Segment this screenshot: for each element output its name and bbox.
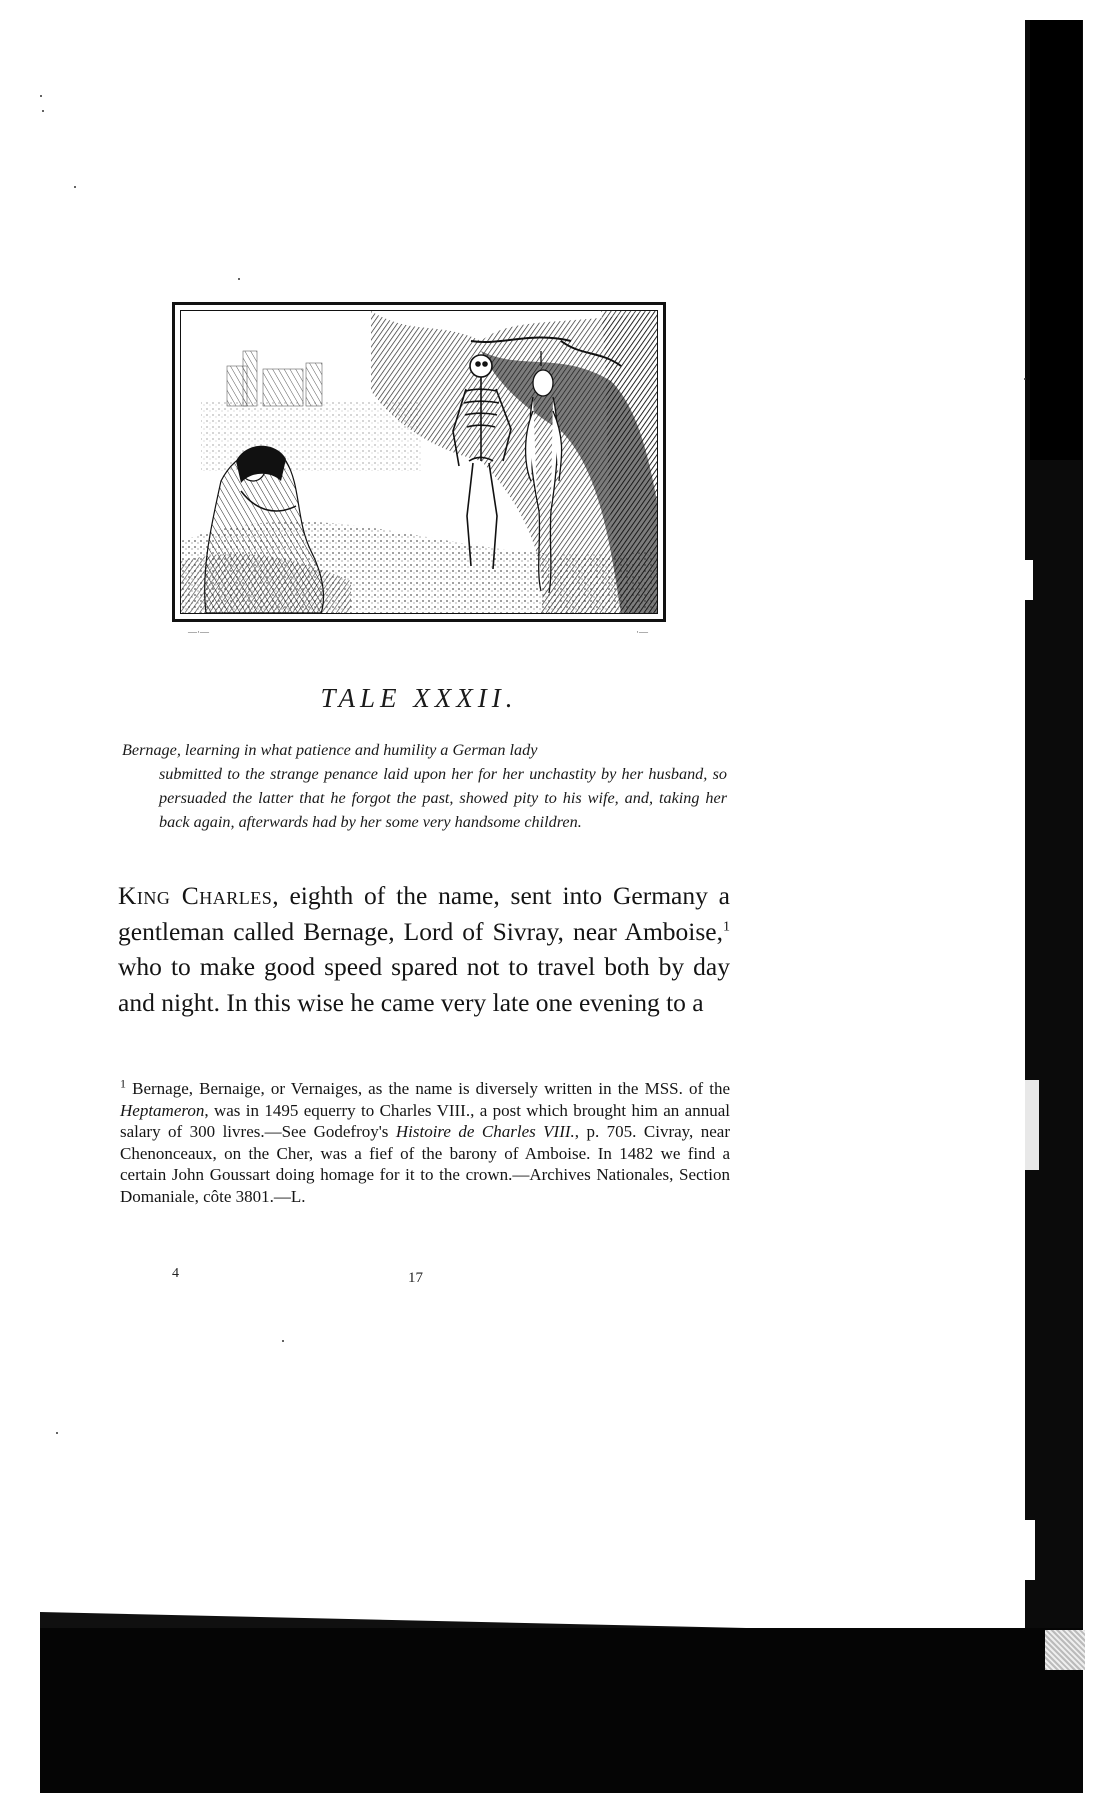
footnote-reference: 1	[723, 919, 730, 934]
footnote-text-2: , was in 1495 equerry to Charles VIII., a post which brought him an annual salary of 300 livres.—See Godefroy's	[120, 1100, 730, 1142]
body-text-after-note: who to make good speed spared not to travel both by day and night. In this wise he came very late one evening to a	[118, 952, 730, 1017]
summary-continuation: submitted to the strange penance laid upon her for her unchastity by her husband, so persuaded the latter that he forgot the past, showed pity to his wife, and, taking her back again, afterwards had by her some very handsome children.	[159, 765, 727, 831]
footnote-italic-1: Heptameron	[120, 1100, 205, 1120]
speck	[282, 1340, 284, 1342]
footnote-text-3: , p. 705. Civray, near Chenonceaux, on the Cher, was a fief of the barony of Amboise. In 1482 we find a certain John Goussart doing homage for it to the crown.—Archives Nationales, Section Domaniale, côte 3801.—L.	[120, 1122, 730, 1206]
footnote	[120, 1078, 730, 1208]
body-text-before-note: , eighth of the name, sent into Germany a gentleman called Bernage, Lord of Sivray, near Amboise,	[118, 881, 731, 946]
speck	[74, 186, 76, 188]
footnote-text-1: Bernage, Bernaige, or Vernaiges, as the name is diversely written in the MSS. of the	[132, 1079, 731, 1098]
footnote-marker: 1	[120, 1076, 126, 1091]
signature-mark: 4	[172, 1266, 179, 1281]
illustration-frame	[180, 310, 658, 614]
speck	[1024, 378, 1026, 380]
engraving-skeleton-and-kneeling-lady-icon	[181, 311, 658, 613]
speck	[40, 95, 42, 97]
scan-edge-notch	[1025, 1520, 1035, 1580]
tale-illustration	[172, 302, 666, 622]
body-lead-caps: King Charles	[118, 881, 273, 910]
tale-title: TALE XXXII.	[320, 683, 518, 713]
scan-edge-notch	[1025, 1080, 1039, 1170]
speck	[56, 1432, 58, 1434]
scan-bottom-shadow	[40, 1628, 1083, 1793]
tale-summary	[122, 738, 727, 834]
scan-edge-notch	[1025, 560, 1033, 600]
engraver-mark-left: —·—	[188, 627, 209, 637]
speck	[238, 278, 240, 280]
footnote-italic-2: Histoire de Charles VIII.	[395, 1122, 575, 1142]
body-paragraph	[118, 878, 730, 1020]
summary-first-line: Bernage, learning in what patience and humility a German lady	[122, 741, 538, 759]
speck	[42, 110, 44, 112]
scan-edge-shadow-top	[1030, 20, 1082, 460]
engraver-mark-right: ·—	[636, 627, 648, 637]
scan-corner-noise	[1045, 1630, 1085, 1670]
page-number: 17	[408, 1270, 423, 1286]
